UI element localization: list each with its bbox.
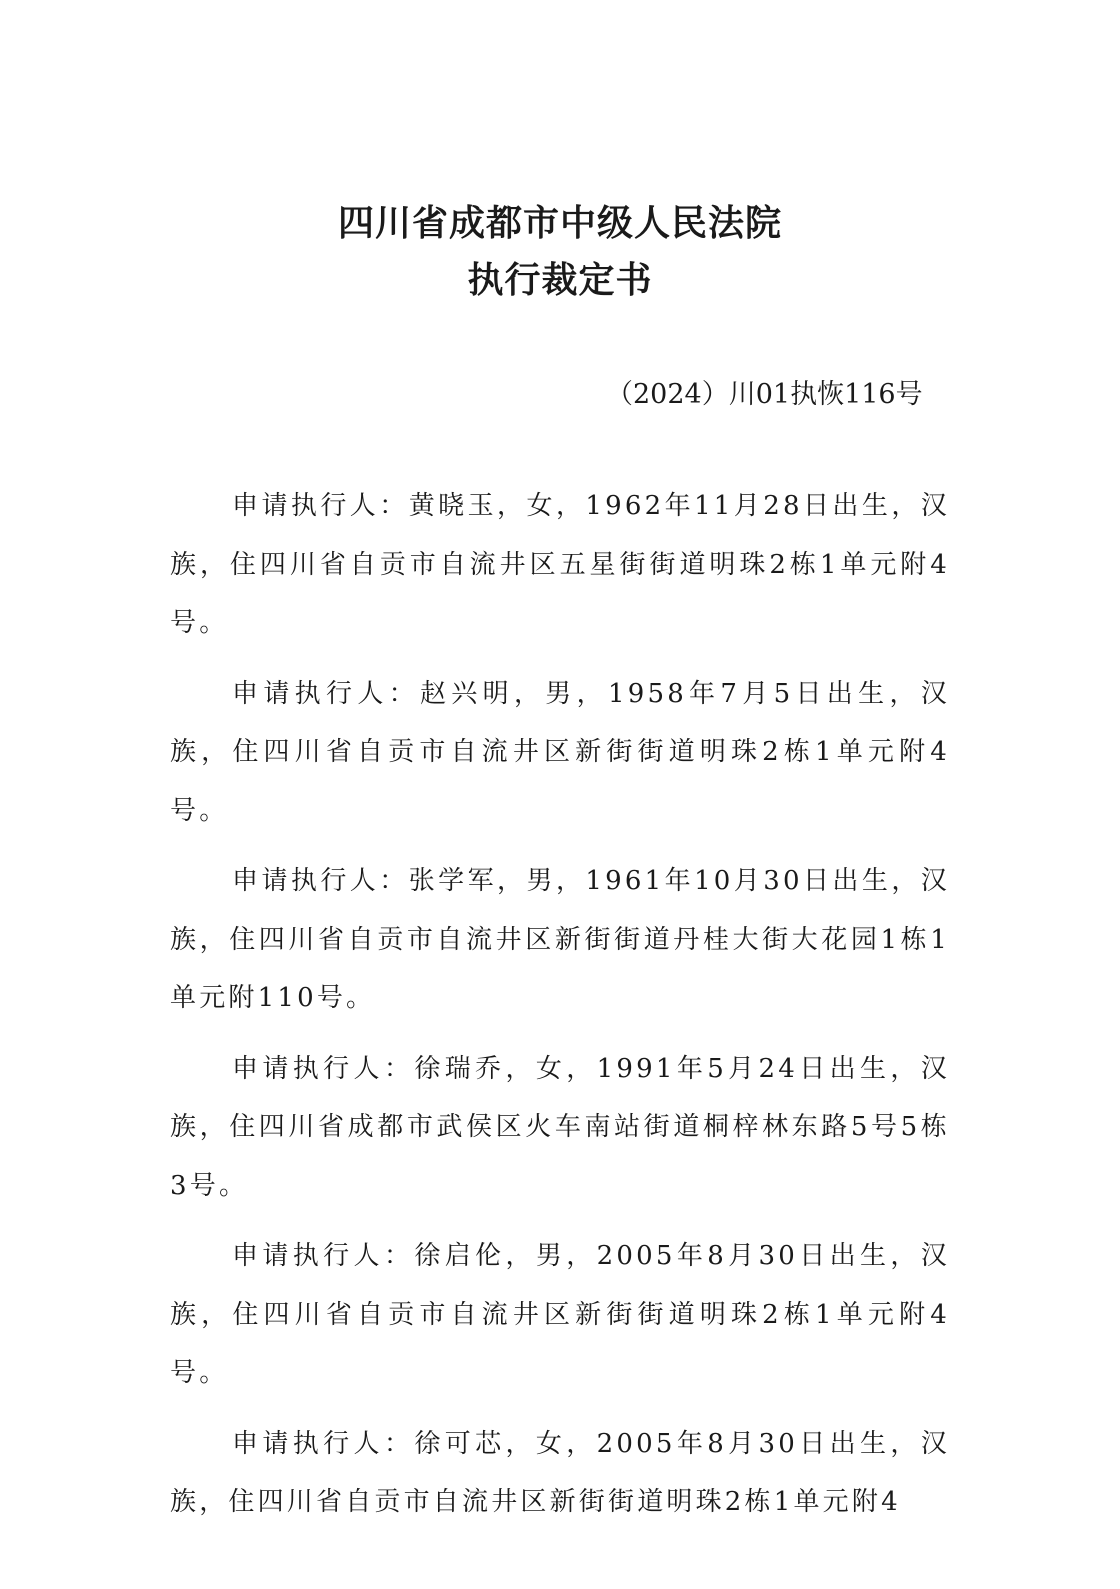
case-number: （2024）川01执恢116号 (606, 379, 923, 410)
applicant-paragraph: 申请执行人：徐启伦，男，2005年8月30日出生，汉族，住四川省自贡市自流井区新街街道明珠2栋1单元附4号。 (170, 1241, 950, 1388)
applicant-paragraph: 申请执行人：徐可芯，女，2005年8月30日出生，汉族，住四川省自贡市自流井区新街街道明珠2栋1单元附4 (170, 1428, 950, 1517)
document-body (170, 477, 950, 1544)
applicant-paragraph: 申请执行人：徐瑞乔，女，1991年5月24日出生，汉族，住四川省成都市武侯区火车南站街道桐梓林东路5号5栋3号。 (170, 1053, 950, 1201)
court-name-title: 四川省成都市中级人民法院 (337, 202, 782, 244)
applicant-paragraph: 申请执行人：赵兴明，男，1958年7月5日出生，汉族，住四川省自贡市自流井区新街街道明珠2栋1单元附4号。 (170, 678, 950, 826)
applicant-paragraph: 申请执行人：张学军，男，1961年10月30日出生，汉族，住四川省自贡市自流井区新街街道丹桂大街大花园1栋1单元附110号。 (170, 866, 950, 1013)
applicant-paragraph: 申请执行人：黄晓玉，女，1962年11月28日出生，汉族，住四川省自贡市自流井区五星街街道明珠2栋1单元附4号。 (170, 491, 950, 638)
document-type-title: 执行裁定书 (467, 259, 653, 301)
